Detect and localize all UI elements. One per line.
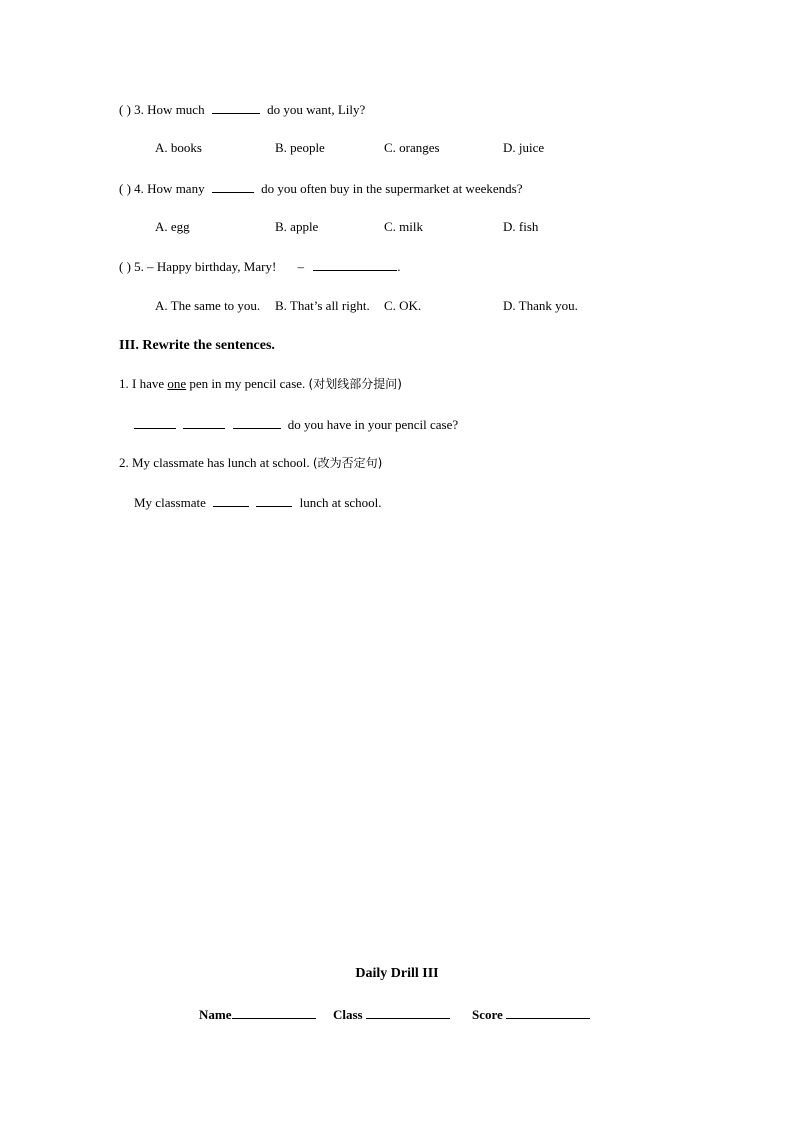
item-text: My classmate has lunch at school. <box>132 455 310 470</box>
class-label: Class <box>333 1007 363 1022</box>
answer-paren: ( ) <box>119 102 131 117</box>
item-number: 2. <box>119 455 129 470</box>
score-field <box>472 1006 590 1023</box>
question-stem-after: do you often buy in the supermarket at weekends? <box>261 181 523 196</box>
reply-dash: – <box>297 259 305 274</box>
name-field <box>199 1006 316 1023</box>
question-4 <box>119 180 522 197</box>
rewrite-item-2 <box>119 455 382 471</box>
option-d: D. Thank you. <box>503 298 578 313</box>
question-stem-before: How many <box>147 181 205 196</box>
question-stem-after: do you want, Lily? <box>267 102 366 117</box>
question-stem-before: How much <box>147 102 205 117</box>
fill-blank[interactable] <box>233 416 281 429</box>
name-label: Name <box>199 1007 232 1022</box>
answer-text-after: do you have in your pencil case? <box>287 417 459 432</box>
question-number: 5. <box>134 259 144 274</box>
rewrite-answer-2 <box>134 494 382 511</box>
question-3 <box>119 101 365 118</box>
option-b: B. apple <box>275 219 319 234</box>
answer-text-after: lunch at school. <box>299 495 382 510</box>
fill-blank[interactable] <box>212 101 260 114</box>
option-a: A. egg <box>155 219 190 234</box>
drill-title: Daily Drill III <box>355 966 439 981</box>
question-5 <box>119 258 401 275</box>
option-a: A. The same to you. <box>155 298 261 313</box>
fill-blank[interactable] <box>256 494 292 507</box>
class-field <box>333 1006 450 1023</box>
score-input[interactable] <box>506 1006 590 1019</box>
item-number: 1. <box>119 376 129 391</box>
fill-blank[interactable] <box>183 416 225 429</box>
option-c: C. milk <box>384 219 424 234</box>
option-a: A. books <box>155 140 202 155</box>
answer-text-before: My classmate <box>134 495 206 510</box>
rewrite-answer-1 <box>134 416 458 433</box>
name-input[interactable] <box>232 1006 316 1019</box>
option-b: B. people <box>275 140 325 155</box>
rewrite-item-1 <box>119 376 402 392</box>
item-text-before: I have <box>132 376 165 391</box>
option-d: D. fish <box>503 219 539 234</box>
question-number: 3. <box>134 102 144 117</box>
item-instruction: (改为否定句) <box>312 456 383 470</box>
score-label: Score <box>472 1007 503 1022</box>
fill-blank[interactable] <box>313 258 397 271</box>
fill-blank[interactable] <box>212 180 254 193</box>
option-b: B. That’s all right. <box>275 298 370 313</box>
item-text-after: pen in my pencil case. <box>189 376 306 391</box>
option-c: C. OK. <box>384 298 422 313</box>
question-stem-before: – Happy birthday, Mary! <box>147 259 277 274</box>
question-stem-after: . <box>397 259 401 274</box>
fill-blank[interactable] <box>134 416 176 429</box>
section-heading: III. Rewrite the sentences. <box>119 338 275 353</box>
question-number: 4. <box>134 181 144 196</box>
item-instruction: (对划线部分提问) <box>308 377 402 391</box>
underlined-word: one <box>167 376 187 391</box>
class-input[interactable] <box>366 1006 450 1019</box>
answer-paren: ( ) <box>119 259 131 274</box>
option-c: C. oranges <box>384 140 440 155</box>
answer-paren: ( ) <box>119 181 131 196</box>
option-d: D. juice <box>503 140 545 155</box>
fill-blank[interactable] <box>213 494 249 507</box>
